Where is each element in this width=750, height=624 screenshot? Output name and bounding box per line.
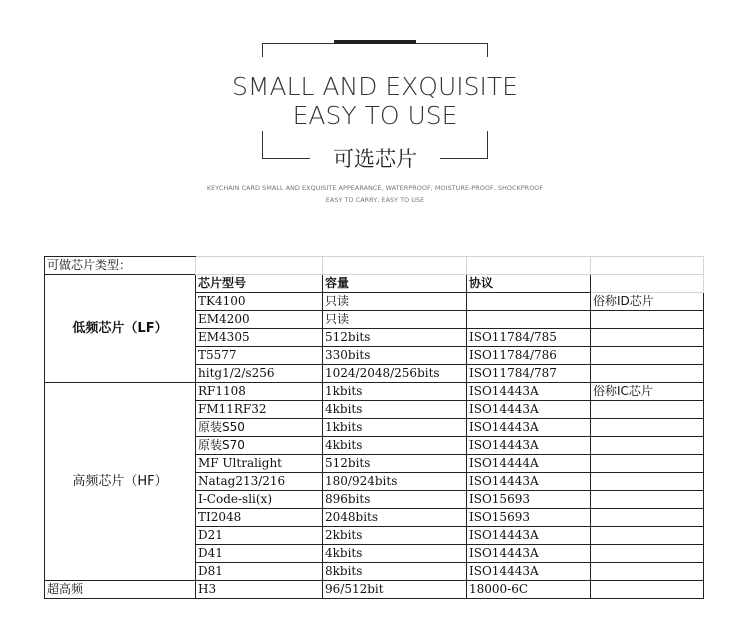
cell-capacity: 8kbits xyxy=(323,563,467,581)
cell-capacity: 只读 xyxy=(323,293,467,311)
cell-note xyxy=(591,437,704,455)
cell-protocol xyxy=(467,311,591,329)
cell-protocol: ISO14443A xyxy=(467,383,591,401)
cell-model: T5577 xyxy=(196,347,323,365)
cell-protocol: ISO14443A xyxy=(467,527,591,545)
cell-capacity: 180/924bits xyxy=(323,473,467,491)
page-title-line1: SMALL AND EXQUISITE xyxy=(232,72,518,101)
column-header-note xyxy=(591,275,704,293)
group-label-uhf: 超高频 xyxy=(45,581,196,599)
cell-note xyxy=(591,581,704,599)
frame-accent-bar xyxy=(334,40,416,44)
cell-model: 原装S50 xyxy=(196,419,323,437)
cell-model: I-Code-sli(x) xyxy=(196,491,323,509)
page-title-line2: EASY TO USE xyxy=(292,101,458,130)
cell-note xyxy=(591,509,704,527)
cell-capacity: 4kbits xyxy=(323,437,467,455)
cell-capacity: 2048bits xyxy=(323,509,467,527)
cell-model: FM11RF32 xyxy=(196,401,323,419)
cell-model: EM4200 xyxy=(196,311,323,329)
cell-note xyxy=(591,311,704,329)
frame-line xyxy=(262,43,334,44)
cell-note xyxy=(591,455,704,473)
table-row xyxy=(45,581,704,599)
cell-capacity: 2kbits xyxy=(323,527,467,545)
column-header-protocol: 协议 xyxy=(467,275,591,293)
cell-protocol: ISO15693 xyxy=(467,491,591,509)
table-intro-row xyxy=(45,257,704,275)
cell-note xyxy=(591,365,704,383)
cell-note xyxy=(591,329,704,347)
cell-protocol: ISO11784/787 xyxy=(467,365,591,383)
cell-capacity: 1kbits xyxy=(323,383,467,401)
cell-capacity: 4kbits xyxy=(323,401,467,419)
column-header-capacity: 容量 xyxy=(323,275,467,293)
group-label-lf: 低频芯片（LF） xyxy=(45,275,196,383)
frame-line xyxy=(487,43,488,57)
table-intro: 可做芯片类型： xyxy=(45,257,196,275)
cell-model: D81 xyxy=(196,563,323,581)
cell-note xyxy=(591,401,704,419)
cell-model: 原装S70 xyxy=(196,437,323,455)
cell-protocol: ISO14443A xyxy=(467,545,591,563)
cell-capacity: 330bits xyxy=(323,347,467,365)
cell-model: EM4305 xyxy=(196,329,323,347)
frame-line xyxy=(416,43,488,44)
description-line1: KEYCHAIN CARD SMALL AND EXQUISITE APPEARANCE, WATERPROOF, MOISTURE-PROOF, SHOCKPROOF xyxy=(206,184,544,192)
cell-capacity: 512bits xyxy=(323,455,467,473)
cell-protocol: 18000-6C xyxy=(467,581,591,599)
cell-model: D21 xyxy=(196,527,323,545)
cell-note xyxy=(591,545,704,563)
cell-model: TI2048 xyxy=(196,509,323,527)
description-line2: EASY TO CARRY, EASY TO USE xyxy=(325,196,425,204)
cell-note xyxy=(591,491,704,509)
cell-protocol: ISO14443A xyxy=(467,563,591,581)
column-header-model: 芯片型号 xyxy=(196,275,323,293)
cell-note xyxy=(591,527,704,545)
cell-protocol: ISO14443A xyxy=(467,419,591,437)
cell-model: D41 xyxy=(196,545,323,563)
table-header-row xyxy=(45,275,704,293)
cell-model: hitg1/2/s256 xyxy=(196,365,323,383)
cell-note xyxy=(591,563,704,581)
cell-protocol xyxy=(467,293,591,311)
page-subtitle: 可选芯片 xyxy=(333,147,417,171)
chip-table xyxy=(44,256,704,599)
cell-capacity: 1kbits xyxy=(323,419,467,437)
cell-note: 俗称IC芯片 xyxy=(591,383,704,401)
cell-protocol: ISO14444A xyxy=(467,455,591,473)
cell-capacity: 4kbits xyxy=(323,545,467,563)
cell-protocol: ISO11784/785 xyxy=(467,329,591,347)
cell-capacity: 512bits xyxy=(323,329,467,347)
cell-note xyxy=(591,347,704,365)
group-label-hf: 高频芯片（HF） xyxy=(45,383,196,581)
cell-protocol: ISO15693 xyxy=(467,509,591,527)
cell-protocol: ISO11784/786 xyxy=(467,347,591,365)
cell-note xyxy=(591,419,704,437)
cell-capacity: 896bits xyxy=(323,491,467,509)
cell-note xyxy=(591,473,704,491)
frame-line xyxy=(262,43,263,57)
table-row xyxy=(45,383,704,401)
cell-note: 俗称ID芯片 xyxy=(591,293,704,311)
cell-protocol: ISO14443A xyxy=(467,473,591,491)
cell-protocol: ISO14443A xyxy=(467,437,591,455)
cell-model: RF1108 xyxy=(196,383,323,401)
cell-protocol: ISO14443A xyxy=(467,401,591,419)
cell-capacity: 只读 xyxy=(323,311,467,329)
cell-model: Natag213/216 xyxy=(196,473,323,491)
cell-capacity: 96/512bit xyxy=(323,581,467,599)
cell-model: H3 xyxy=(196,581,323,599)
cell-model: TK4100 xyxy=(196,293,323,311)
cell-model: MF Ultralight xyxy=(196,455,323,473)
cell-capacity: 1024/2048/256bits xyxy=(323,365,467,383)
